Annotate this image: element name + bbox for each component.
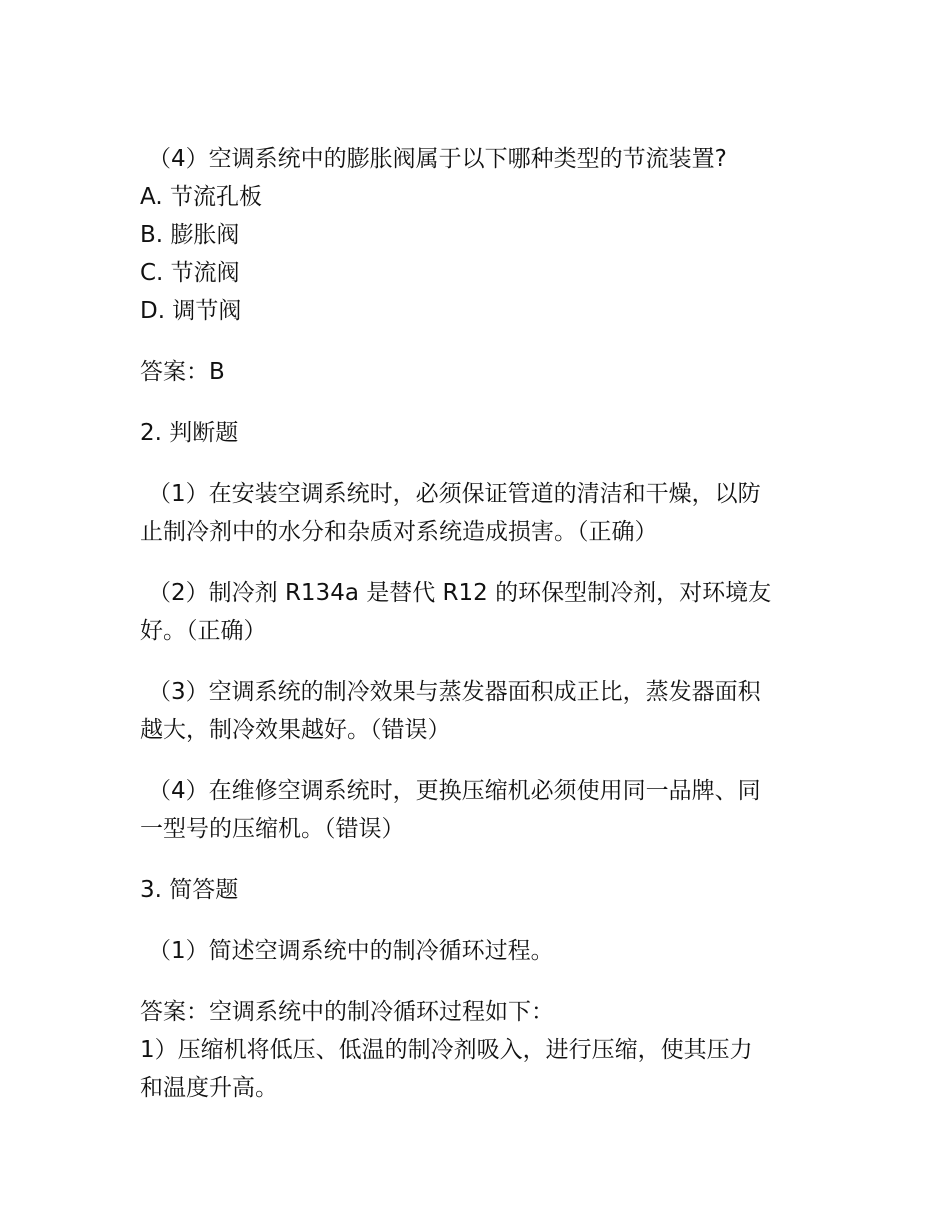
true-false-item-2	[140, 574, 810, 650]
true-false-item-3	[140, 673, 810, 749]
short-answer-step-1-line-2: 和温度升高。	[140, 1075, 278, 1101]
item-line: （2）制冷剂 R134a 是替代 R12 的环保型制冷剂，对环境友	[148, 580, 772, 606]
short-answer-step-1-line-1: 1）压缩机将低压、低温的制冷剂吸入，进行压缩，使其压力	[140, 1037, 753, 1063]
item-line: 越大，制冷效果越好。（错误）	[140, 717, 451, 743]
option-d: D. 调节阀	[140, 298, 242, 324]
true-false-item-1	[140, 475, 810, 551]
item-line: （1）在安装空调系统时，必须保证管道的清洁和干燥，以防	[148, 481, 761, 507]
item-line: 好。（正确）	[140, 618, 267, 644]
option-b: B. 膨胀阀	[140, 222, 240, 248]
section-2-heading: 2. 判断题	[140, 420, 239, 446]
question-4-stem: （4）空调系统中的膨胀阀属于以下哪种类型的节流装置?	[148, 146, 727, 172]
option-a: A. 节流孔板	[140, 184, 262, 210]
question-4-answer: 答案：B	[140, 359, 225, 385]
item-line: 止制冷剂中的水分和杂质对系统造成损害。（正确）	[140, 519, 658, 545]
short-answer-question-1: （1）简述空调系统中的制冷循环过程。	[148, 938, 554, 964]
section-3-heading: 3. 简答题	[140, 877, 239, 903]
short-answer-intro: 答案：空调系统中的制冷循环过程如下：	[140, 999, 554, 1025]
true-false-item-4	[140, 772, 810, 848]
item-line: 一型号的压缩机。（错误）	[140, 816, 405, 842]
item-line: （4）在维修空调系统时，更换压缩机必须使用同一品牌、同	[148, 778, 761, 804]
document-page	[140, 140, 810, 1107]
option-c: C. 节流阀	[140, 260, 240, 286]
item-line: （3）空调系统的制冷效果与蒸发器面积成正比，蒸发器面积	[148, 679, 761, 705]
